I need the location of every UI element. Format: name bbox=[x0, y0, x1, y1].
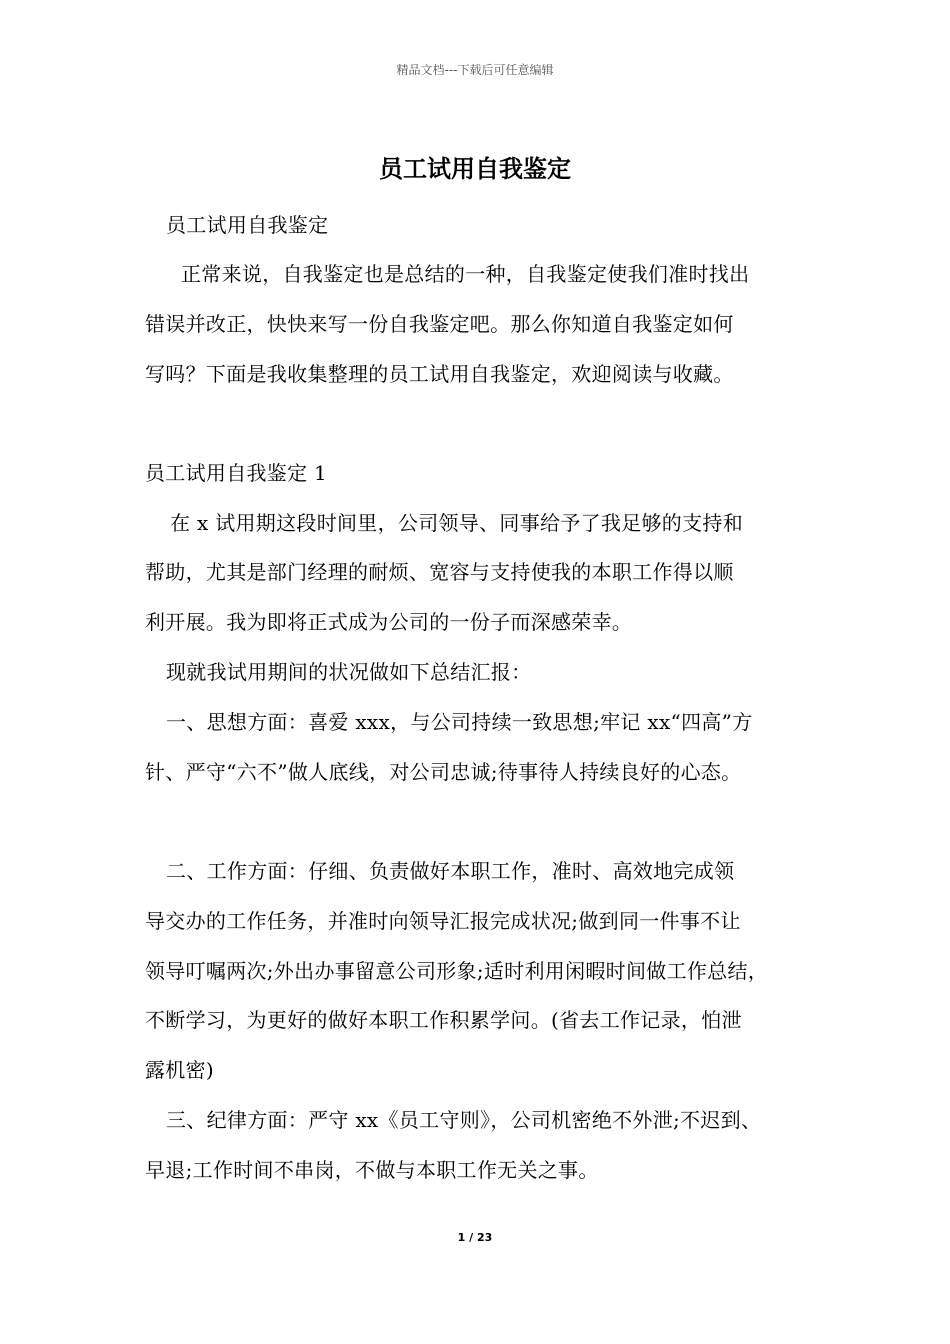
page-number: 1 / 23 bbox=[457, 1231, 493, 1244]
body-line: 三、纪律方面：严守 xx《员工守则》，公司机密绝不外泄;不迟到、 bbox=[166, 1108, 762, 1132]
body-line: 一、思想方面：喜爱 xxx，与公司持续一致思想;牢记 xx“四高”方 bbox=[166, 710, 753, 734]
body-line: 帮助，尤其是部门经理的耐烦、宽容与支持使我的本职工作得以顺 bbox=[145, 560, 734, 584]
body-line: 二、工作方面：仔细、负责做好本职工作，准时、高效地完成领 bbox=[166, 859, 735, 883]
subtitle-line: 员工试用自我鉴定 bbox=[166, 213, 329, 237]
body-line: 错误并改正，快快来写一份自我鉴定吧。那么你知道自我鉴定如何 bbox=[145, 312, 734, 336]
section-heading: 员工试用自我鉴定 1 bbox=[145, 461, 328, 485]
body-line: 在 x 试用期这段时间里，公司领导、同事给予了我足够的支持和 bbox=[170, 511, 743, 535]
body-line: 写吗？下面是我收集整理的员工试用自我鉴定，欢迎阅读与收藏。 bbox=[145, 362, 734, 386]
body-line: 现就我试用期间的状况做如下总结汇报： bbox=[166, 660, 532, 684]
body-line: 正常来说，自我鉴定也是总结的一种，自我鉴定使我们准时找出 bbox=[181, 262, 750, 286]
body-line: 早退;工作时间不串岗，不做与本职工作无关之事。 bbox=[145, 1158, 599, 1182]
body-line: 导交办的工作任务，并准时向领导汇报完成状况;做到同一件事不让 bbox=[145, 909, 741, 933]
body-line: 利开展。我为即将正式成为公司的一份子而深感荣幸。 bbox=[145, 610, 633, 634]
body-line: 领导叮嘱两次;外出办事留意公司形象;适时利用闲暇时间做工作总结， bbox=[145, 959, 769, 983]
body-line: 不断学习，为更好的做好本职工作积累学问。(省去工作记录，怕泄 bbox=[145, 1008, 742, 1032]
body-line: 针、严守“六不”做人底线，对公司忠诚;待事待人持续良好的心态。 bbox=[145, 760, 742, 784]
body-line: 露机密) bbox=[145, 1058, 215, 1082]
document-title: 员工试用自我鉴定 bbox=[379, 155, 571, 183]
page-header: 精品文档---下载后可任意编辑 bbox=[396, 63, 554, 77]
